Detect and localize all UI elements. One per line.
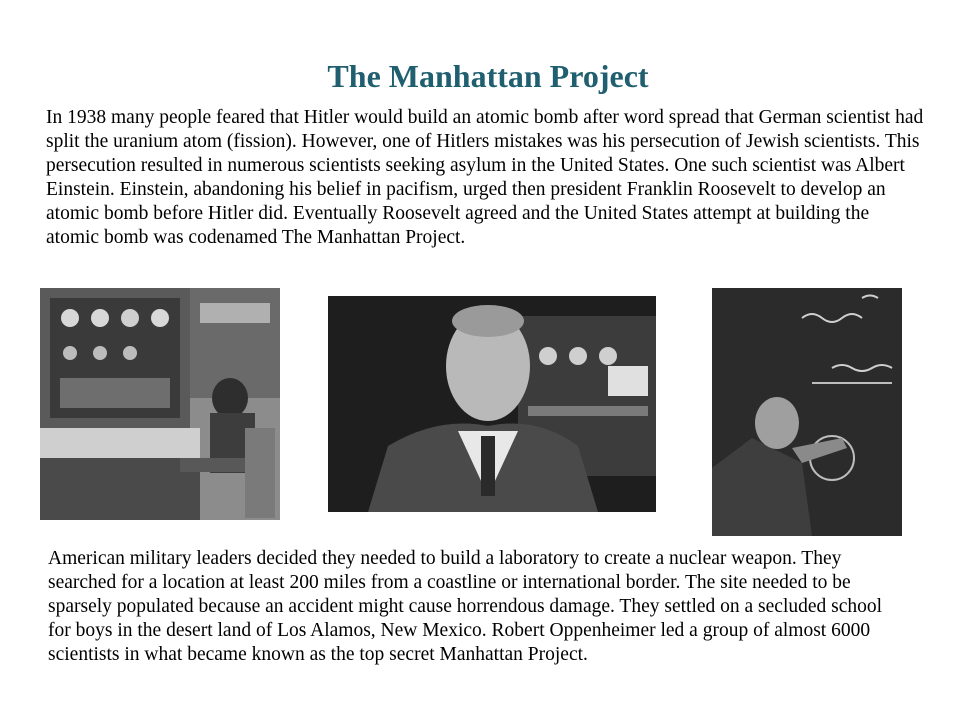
control-panel-photo: [40, 288, 280, 520]
intro-paragraph: In 1938 many people feared that Hitler would build an atomic bomb after word spread that German scientist had split the uranium atom (fission). However, one of Hitlers mistakes was his persecution of Jewish scientists. This persecution resulted in numerous scientists seeking asylum in the United States. One such scientist was Albert Einstein. Einstein, abandoning his belief in pacifism, urged then president Franklin Roosevelt to develop an atomic bomb before Hitler did. Eventually Roosevelt agreed and the United States attempt at building the atomic bomb was codenamed The Manhattan Project.: [46, 107, 924, 248]
los-alamos-paragraph: American military leaders decided they needed to build a laboratory to create a nuclear weapon. They searched for a location at least 200 miles from a coastline or international border. The site needed to be sparsely populated because an accident might cause horrendous damage. They settled on a secluded school for boys in the desert land of Los Alamos, New Mexico. Robert Oppenheimer led a group of almost 6000 scientists in what became known as the top secret Manhattan Project.: [48, 548, 883, 665]
blackboard-photo: [712, 288, 902, 536]
slide-title: The Manhattan Project: [327, 58, 649, 94]
scientist-portrait-photo: [328, 296, 656, 512]
